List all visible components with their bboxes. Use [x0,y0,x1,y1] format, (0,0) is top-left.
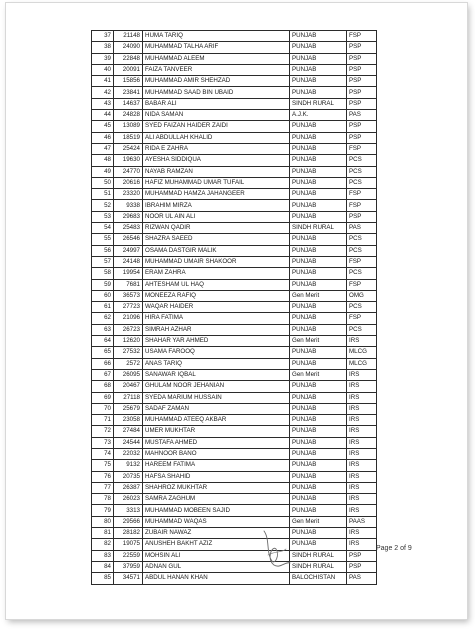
roll-number-cell: 29683 [114,211,143,222]
candidate-name-cell: MONEEZA RAFIQ [143,290,290,301]
domicile-cell: PUNJAB [290,358,347,369]
candidate-name-cell: NOOR UL AIN ALI [143,211,290,222]
allocated-group-cell: IRS [347,437,377,448]
allocated-group-cell: PSP [347,550,377,561]
allocation-table [91,30,377,585]
table-row [92,177,377,188]
roll-number-cell: 12620 [114,336,143,347]
domicile-cell: PUNJAB [290,528,347,539]
table-row [92,482,377,493]
candidate-name-cell: MUHAMMAD ATEEQ AKBAR [143,415,290,426]
candidate-name-cell: ALI ABDULLAH KHALID [143,132,290,143]
serial-cell: 37 [92,31,114,42]
roll-number-cell: 19954 [114,268,143,279]
serial-cell: 41 [92,76,114,87]
domicile-cell: PUNJAB [290,403,347,414]
table-row [92,539,377,550]
candidate-name-cell: GHULAM NOOR JEHANIAN [143,381,290,392]
candidate-name-cell: MAHNOOR BANO [143,448,290,459]
table-row [92,189,377,200]
table-row [92,358,377,369]
table-row [92,505,377,516]
allocated-group-cell: IRS [347,426,377,437]
candidate-name-cell: SHAZRA SAEED [143,234,290,245]
serial-cell: 67 [92,369,114,380]
roll-number-cell: 25483 [114,223,143,234]
table-row [92,256,377,267]
table-row [92,392,377,403]
roll-number-cell: 23841 [114,87,143,98]
table-row [92,268,377,279]
serial-cell: 50 [92,177,114,188]
roll-number-cell: 9338 [114,200,143,211]
domicile-cell: Gen Merit [290,336,347,347]
candidate-name-cell: MUHAMMAD TALHA ARIF [143,42,290,53]
candidate-name-cell: HAREEM FATIMA [143,460,290,471]
allocated-group-cell: IRS [347,494,377,505]
domicile-cell: PUNJAB [290,381,347,392]
roll-number-cell: 20735 [114,471,143,482]
roll-number-cell: 7681 [114,279,143,290]
allocated-group-cell: PCS [347,245,377,256]
table-row [92,42,377,53]
table-row [92,211,377,222]
serial-cell: 83 [92,550,114,561]
roll-number-cell: 20467 [114,381,143,392]
domicile-cell: PUNJAB [290,494,347,505]
allocated-group-cell: IRS [347,505,377,516]
allocated-group-cell: IRS [347,369,377,380]
candidate-name-cell: SANAWAR IQBAL [143,369,290,380]
allocated-group-cell: FSP [347,143,377,154]
roll-number-cell: 24828 [114,110,143,121]
table-row [92,347,377,358]
roll-number-cell: 37959 [114,561,143,572]
domicile-cell: PUNJAB [290,42,347,53]
serial-cell: 43 [92,98,114,109]
roll-number-cell: 34571 [114,573,143,584]
allocated-group-cell: IRS [347,471,377,482]
candidate-name-cell: ANUSHEH BAKHT AZIZ [143,539,290,550]
allocated-group-cell: MLCG [347,358,377,369]
candidate-name-cell: RIDA E ZAHRA [143,143,290,154]
candidate-name-cell: WAQAR HAIDER [143,302,290,313]
allocated-group-cell: PSP [347,211,377,222]
candidate-name-cell: SAMRA ZAGHUM [143,494,290,505]
table-row [92,381,377,392]
serial-cell: 53 [92,211,114,222]
domicile-cell: PUNJAB [290,53,347,64]
domicile-cell: PUNJAB [290,347,347,358]
domicile-cell: PUNJAB [290,539,347,550]
candidate-name-cell: NIDA SAMAN [143,110,290,121]
roll-number-cell: 18519 [114,132,143,143]
table-body [92,31,377,585]
roll-number-cell: 13089 [114,121,143,132]
serial-cell: 69 [92,392,114,403]
allocated-group-cell: PSP [347,132,377,143]
table-row [92,76,377,87]
table-row [92,313,377,324]
roll-number-cell: 15856 [114,76,143,87]
table-row [92,64,377,75]
allocated-group-cell: PCS [347,302,377,313]
table-row [92,245,377,256]
allocated-group-cell: IRS [347,528,377,539]
table-row [92,31,377,42]
document-page [6,3,467,619]
serial-cell: 55 [92,234,114,245]
allocated-group-cell: MLCG [347,347,377,358]
roll-number-cell: 22848 [114,53,143,64]
candidate-name-cell: MUHAMMAD WAQAS [143,516,290,527]
roll-number-cell: 27118 [114,392,143,403]
roll-number-cell: 19630 [114,155,143,166]
domicile-cell: PUNJAB [290,460,347,471]
table-row [92,53,377,64]
domicile-cell: PUNJAB [290,166,347,177]
serial-cell: 62 [92,313,114,324]
roll-number-cell: 26387 [114,482,143,493]
table-row [92,290,377,301]
candidate-name-cell: SYED FAIZAN HAIDER ZAIDI [143,121,290,132]
serial-cell: 40 [92,64,114,75]
candidate-name-cell: FAIZA TANVEER [143,64,290,75]
serial-cell: 58 [92,268,114,279]
roll-number-cell: 19075 [114,539,143,550]
serial-cell: 84 [92,561,114,572]
table-row [92,494,377,505]
serial-cell: 56 [92,245,114,256]
table-row [92,403,377,414]
domicile-cell: BALOCHISTAN [290,573,347,584]
allocated-group-cell: PCS [347,268,377,279]
serial-cell: 85 [92,573,114,584]
allocated-group-cell: IRS [347,460,377,471]
table-row [92,166,377,177]
roll-number-cell: 26546 [114,234,143,245]
serial-cell: 72 [92,426,114,437]
domicile-cell: PUNJAB [290,64,347,75]
candidate-name-cell: MUHAMMAD UMAIR SHAKOOR [143,256,290,267]
serial-cell: 57 [92,256,114,267]
roll-number-cell: 24148 [114,256,143,267]
table-row [92,516,377,527]
table-row [92,302,377,313]
domicile-cell: PUNJAB [290,324,347,335]
domicile-cell: PUNJAB [290,177,347,188]
candidate-name-cell: HIRA FATIMA [143,313,290,324]
table-row [92,561,377,572]
domicile-cell: PUNJAB [290,302,347,313]
page-number: Page 2 of 9 [376,545,412,552]
roll-number-cell: 24770 [114,166,143,177]
roll-number-cell: 28182 [114,528,143,539]
allocated-group-cell: IRS [347,482,377,493]
candidate-name-cell: SIMRAH AZHAR [143,324,290,335]
table-row [92,426,377,437]
allocated-group-cell: PAS [347,573,377,584]
domicile-cell: PUNJAB [290,155,347,166]
allocated-group-cell: FSP [347,189,377,200]
domicile-cell: PUNJAB [290,143,347,154]
roll-number-cell: 22032 [114,448,143,459]
allocated-group-cell: PSP [347,87,377,98]
serial-cell: 70 [92,403,114,414]
candidate-name-cell: ZUBAIR NAWAZ [143,528,290,539]
domicile-cell: SINDH RURAL [290,561,347,572]
roll-number-cell: 27484 [114,426,143,437]
serial-cell: 68 [92,381,114,392]
allocated-group-cell: PSP [347,64,377,75]
candidate-name-cell: USAMA FAROOQ [143,347,290,358]
table-row [92,369,377,380]
allocated-group-cell: PSP [347,98,377,109]
serial-cell: 44 [92,110,114,121]
serial-cell: 60 [92,290,114,301]
domicile-cell: Gen Merit [290,516,347,527]
allocated-group-cell: IRS [347,403,377,414]
serial-cell: 46 [92,132,114,143]
domicile-cell: PUNJAB [290,482,347,493]
domicile-cell: PUNJAB [290,87,347,98]
candidate-name-cell: BABAR ALI [143,98,290,109]
serial-cell: 78 [92,494,114,505]
roll-number-cell: 26723 [114,324,143,335]
candidate-name-cell: HUMA TARIQ [143,31,290,42]
table-row [92,234,377,245]
serial-cell: 38 [92,42,114,53]
allocated-group-cell: PCS [347,155,377,166]
candidate-name-cell: HAFSA SHAHID [143,471,290,482]
domicile-cell: PUNJAB [290,426,347,437]
allocated-group-cell: PSP [347,76,377,87]
allocated-group-cell: FSP [347,31,377,42]
roll-number-cell: 21148 [114,31,143,42]
serial-cell: 49 [92,166,114,177]
domicile-cell: Gen Merit [290,290,347,301]
serial-cell: 66 [92,358,114,369]
roll-number-cell: 24544 [114,437,143,448]
allocated-group-cell: PCS [347,177,377,188]
roll-number-cell: 23320 [114,189,143,200]
roll-number-cell: 24997 [114,245,143,256]
candidate-name-cell: SHAHAR YAR AHMED [143,336,290,347]
candidate-name-cell: SADAF ZAMAN [143,403,290,414]
allocated-group-cell: IRS [347,415,377,426]
allocated-group-cell: PCS [347,166,377,177]
domicile-cell: PUNJAB [290,448,347,459]
candidate-name-cell: MUHAMMAD SAAD BIN UBAID [143,87,290,98]
table-row [92,200,377,211]
allocated-group-cell: PSP [347,121,377,132]
roll-number-cell: 27532 [114,347,143,358]
serial-cell: 52 [92,200,114,211]
domicile-cell: PUNJAB [290,245,347,256]
domicile-cell: PUNJAB [290,313,347,324]
domicile-cell: PUNJAB [290,256,347,267]
domicile-cell: SINDH RURAL [290,550,347,561]
allocated-group-cell: IRS [347,539,377,550]
domicile-cell: PUNJAB [290,437,347,448]
candidate-name-cell: MUSTAFA AHMED [143,437,290,448]
serial-cell: 59 [92,279,114,290]
serial-cell: 64 [92,336,114,347]
allocated-group-cell: PAS [347,223,377,234]
table-row [92,528,377,539]
roll-number-cell: 36573 [114,290,143,301]
candidate-name-cell: MOHSIN ALI [143,550,290,561]
table-row [92,223,377,234]
candidate-name-cell: UMER MUKHTAR [143,426,290,437]
roll-number-cell: 21096 [114,313,143,324]
serial-cell: 42 [92,87,114,98]
table-row [92,460,377,471]
serial-cell: 74 [92,448,114,459]
allocated-group-cell: PCS [347,324,377,335]
candidate-name-cell: OSAMA DASTGIR MALIK [143,245,290,256]
serial-cell: 61 [92,302,114,313]
candidate-name-cell: ERAM ZAHRA [143,268,290,279]
serial-cell: 71 [92,415,114,426]
roll-number-cell: 26023 [114,494,143,505]
roll-number-cell: 9132 [114,460,143,471]
allocated-group-cell: FSP [347,256,377,267]
serial-cell: 81 [92,528,114,539]
serial-cell: 65 [92,347,114,358]
serial-cell: 45 [92,121,114,132]
domicile-cell: Gen Merit [290,369,347,380]
serial-cell: 48 [92,155,114,166]
candidate-name-cell: ADNAN GUL [143,561,290,572]
roll-number-cell: 24090 [114,42,143,53]
candidate-name-cell: MUHAMMAD HAMZA JAHANGEER [143,189,290,200]
table-row [92,415,377,426]
roll-number-cell: 26095 [114,369,143,380]
domicile-cell: PUNJAB [290,200,347,211]
roll-number-cell: 22559 [114,550,143,561]
table-row [92,448,377,459]
allocated-group-cell: OMG [347,290,377,301]
allocated-group-cell: FSP [347,279,377,290]
candidate-name-cell: NAYAB RAMZAN [143,166,290,177]
table-row [92,87,377,98]
candidate-name-cell: ABDUL HANAN KHAN [143,573,290,584]
domicile-cell: PUNJAB [290,234,347,245]
table-row [92,471,377,482]
allocated-group-cell: FSP [347,313,377,324]
roll-number-cell: 20091 [114,64,143,75]
allocated-group-cell: FSP [347,200,377,211]
candidate-name-cell: ANAS TARIQ [143,358,290,369]
allocated-group-cell: PAS [347,110,377,121]
table-row [92,121,377,132]
table-row [92,98,377,109]
signature-icon [256,525,296,571]
allocated-group-cell: PSP [347,561,377,572]
roll-number-cell: 3313 [114,505,143,516]
serial-cell: 54 [92,223,114,234]
candidate-name-cell: MUHAMMAD AMIR SHEHZAD [143,76,290,87]
domicile-cell: PUNJAB [290,505,347,516]
candidate-name-cell: AHTESHAM UL HAQ [143,279,290,290]
table-row [92,155,377,166]
candidate-name-cell: IBRAHIM MIRZA [143,200,290,211]
domicile-cell: PUNJAB [290,392,347,403]
serial-cell: 77 [92,482,114,493]
serial-cell: 47 [92,143,114,154]
serial-cell: 75 [92,460,114,471]
table-row [92,279,377,290]
table-row [92,110,377,121]
allocated-group-cell: PSP [347,42,377,53]
domicile-cell: PUNJAB [290,31,347,42]
allocated-group-cell: IRS [347,381,377,392]
candidate-name-cell: MUHAMMAD MOBEEN SAJID [143,505,290,516]
serial-cell: 73 [92,437,114,448]
table-row [92,336,377,347]
candidate-name-cell: HAFIZ MUHAMMAD UMAR TUFAIL [143,177,290,188]
allocated-group-cell: PAAS [347,516,377,527]
allocated-group-cell: PSP [347,53,377,64]
domicile-cell: PUNJAB [290,76,347,87]
domicile-cell: PUNJAB [290,471,347,482]
domicile-cell: PUNJAB [290,268,347,279]
candidate-name-cell: SHAHROZ MUKHTAR [143,482,290,493]
domicile-cell: SINDH RURAL [290,223,347,234]
roll-number-cell: 2572 [114,358,143,369]
serial-cell: 79 [92,505,114,516]
roll-number-cell: 14637 [114,98,143,109]
roll-number-cell: 25679 [114,403,143,414]
table-row [92,437,377,448]
table-row [92,550,377,561]
domicile-cell: PUNJAB [290,132,347,143]
allocated-group-cell: PCS [347,234,377,245]
candidate-name-cell: RIZWAN QADIR [143,223,290,234]
table-row [92,132,377,143]
roll-number-cell: 25424 [114,143,143,154]
table-row [92,324,377,335]
serial-cell: 63 [92,324,114,335]
domicile-cell: PUNJAB [290,211,347,222]
candidate-name-cell: AYESHA SIDDIQUA [143,155,290,166]
allocated-group-cell: IRS [347,448,377,459]
serial-cell: 82 [92,539,114,550]
serial-cell: 51 [92,189,114,200]
serial-cell: 39 [92,53,114,64]
allocated-group-cell: IRS [347,336,377,347]
roll-number-cell: 29566 [114,516,143,527]
serial-cell: 80 [92,516,114,527]
domicile-cell: SINDH RURAL [290,98,347,109]
serial-cell: 76 [92,471,114,482]
roll-number-cell: 20616 [114,177,143,188]
allocated-group-cell: IRS [347,392,377,403]
candidate-name-cell: MUHAMMAD ALEEM [143,53,290,64]
domicile-cell: PUNJAB [290,121,347,132]
roll-number-cell: 23058 [114,415,143,426]
domicile-cell: PUNJAB [290,279,347,290]
candidate-name-cell: SYEDA MARIUM HUSSAIN [143,392,290,403]
roll-number-cell: 27723 [114,302,143,313]
domicile-cell: A.J.K. [290,110,347,121]
table-row [92,573,377,584]
domicile-cell: PUNJAB [290,415,347,426]
table-row [92,143,377,154]
domicile-cell: PUNJAB [290,189,347,200]
